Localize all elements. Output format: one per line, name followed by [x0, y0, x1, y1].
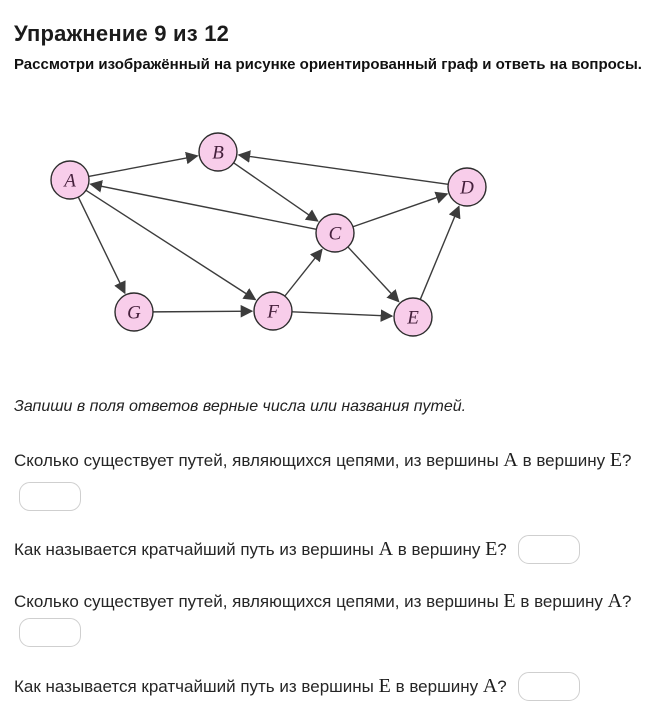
vertex-letter: E	[485, 538, 498, 560]
graph-node-label-F: F	[267, 301, 279, 323]
graph-edge-G-F	[153, 311, 252, 312]
graph-edge-B-C	[234, 163, 318, 221]
graph-node-label-D: D	[460, 177, 474, 199]
graph-edge-A-F	[86, 190, 255, 299]
answer-input-1[interactable]	[19, 482, 81, 511]
directed-graph-figure	[0, 100, 520, 360]
graph-node-label-B: B	[212, 142, 224, 164]
graph-node-label-E: E	[407, 307, 419, 329]
exercise-instruction: Рассмотри изображённый на рисунке ориентированный граф и ответь на вопросы.	[14, 56, 642, 73]
question-3-text: Сколько существует путей, являющихся цепями, из вершины E в вершину A?	[14, 590, 632, 612]
graph-edge-C-E	[348, 247, 399, 302]
answer-input-3[interactable]	[19, 618, 81, 647]
answer-input-2[interactable]	[518, 535, 580, 564]
graph-edge-A-B	[89, 156, 198, 177]
graph-edge-E-D	[420, 206, 459, 299]
graph-node-label-A: A	[64, 170, 76, 192]
vertex-letter: A	[378, 538, 394, 560]
graph-edge-F-E	[292, 312, 392, 316]
graph-svg	[0, 100, 520, 360]
question-4	[14, 672, 580, 701]
question-4-text: Как называется кратчайший путь из вершины E в вершину A?	[14, 675, 507, 697]
page-title: Упражнение 9 из 12	[14, 20, 230, 46]
vertex-letter: E	[378, 675, 391, 697]
graph-node-label-G: G	[127, 302, 141, 324]
vertex-letter: A	[607, 590, 623, 612]
graph-edge-C-A	[91, 184, 317, 229]
answer-note: Запиши в поля ответов верные числа или названия путей.	[14, 398, 467, 415]
question-2	[14, 535, 580, 564]
graph-node-label-C: C	[328, 223, 342, 245]
vertex-letter: A	[503, 449, 518, 471]
vertex-letter: A	[482, 675, 498, 697]
question-2-text: Как называется кратчайший путь из вершины A в вершину E?	[14, 538, 507, 560]
vertex-letter: E	[503, 590, 516, 612]
graph-edge-D-B	[239, 155, 448, 184]
vertex-letter: E	[609, 449, 623, 471]
question-1-text: Сколько существует путей, являющихся цепями, из вершины A в вершину E?	[14, 449, 632, 471]
graph-edge-F-C	[285, 249, 322, 296]
graph-edge-C-D	[353, 194, 447, 227]
answer-input-4[interactable]	[518, 672, 580, 701]
